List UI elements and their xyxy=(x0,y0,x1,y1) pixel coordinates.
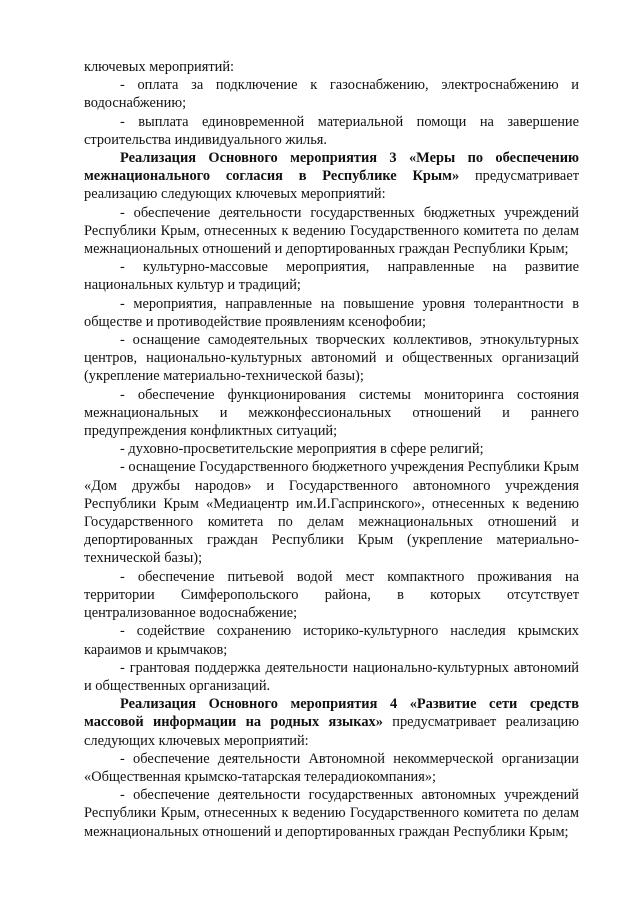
bullet-9 xyxy=(84,440,579,458)
bullet-text: - обеспечение питьевой водой мест компактного проживания на территории Симферопольского района, в которых отсутствует централизованное водоснабжение; xyxy=(84,568,579,622)
bullet-8 xyxy=(84,386,579,441)
bullet-text: - оплата за подключение к газоснабжению, электроснабжению и водоснабжению; xyxy=(84,77,579,112)
bullet-7 xyxy=(84,331,579,386)
bullet-1 xyxy=(84,76,579,112)
bullet-text: - духовно-просветительские мероприятия в сфере религий; xyxy=(120,441,484,458)
bullet-4 xyxy=(84,204,579,259)
bullet-text: - обеспечение деятельности государственных автономных учреждений Республики Крым, отнесенных к ведению Государственного комитета по делам межнациональных отношений и депортированных граждан Республики Крым; xyxy=(84,787,579,840)
paragraph-text: ключевых мероприятий: xyxy=(84,59,235,75)
bullet-text: - культурно-массовые мероприятия, направленные на развитие национальных культур и традиций; xyxy=(84,259,579,294)
bold-heading: Реализация Основного мероприятия 4 «Развитие сети средств массовой информации на родных языках» xyxy=(84,696,579,731)
paragraph-14 xyxy=(84,695,579,750)
bullet-text: - грантовая поддержка деятельности национально-культурных автономий и общественных организаций. xyxy=(84,659,579,694)
paragraph-0 xyxy=(84,58,579,76)
bullet-6 xyxy=(84,295,579,331)
bullet-16 xyxy=(84,786,579,841)
bullet-text: - оснащение Государственного бюджетного учреждения Республики Крым «Дом дружбы народов» и Государственного автономного учреждения Республики Крым «Медиацентр им.И.Гаспринского», отнесенных к ведению Государственного комитета по делам межнациональных отношений и депортированных граждан Республики Крым (укрепление материально-технической базы); xyxy=(84,459,579,567)
document-page xyxy=(84,58,579,841)
bullet-text: - выплата единовременной материальной помощи на завершение строительства индивидуального жилья. xyxy=(84,113,579,148)
bullet-10 xyxy=(84,458,579,567)
bullet-13 xyxy=(84,659,579,695)
bullet-text: - обеспечение функционирования системы мониторинга состояния межнациональных и межконфессиональных отношений и раннего предупреждения конфликтных ситуаций; xyxy=(84,386,579,440)
bullet-5 xyxy=(84,258,579,294)
bullet-11 xyxy=(84,568,579,623)
bullet-text: - содействие сохранению историко-культурного наследия крымских караимов и крымчаков; xyxy=(84,623,579,658)
bullet-12 xyxy=(84,622,579,658)
bullet-text: - обеспечение деятельности Автономной некоммерческой организации «Общественная крымско-татарская телерадиокомпания»; xyxy=(84,750,579,785)
bullet-text: - мероприятия, направленные на повышение уровня толерантности в обществе и противодействие проявлениям ксенофобии; xyxy=(84,295,579,330)
bullet-2 xyxy=(84,113,579,149)
bullet-text: - обеспечение деятельности государственных бюджетных учреждений Республики Крым, отнесенных к ведению Государственного комитета по делам межнациональных отношений и депортированных граждан Республики Крым; xyxy=(84,204,579,258)
paragraph-3 xyxy=(84,149,579,204)
bullet-15 xyxy=(84,750,579,786)
bold-heading: Реализация Основного мероприятия 3 «Меры по обеспечению межнационального согласия в Республике Крым» xyxy=(84,150,579,185)
bullet-text: - оснащение самодеятельных творческих коллективов, этнокультурных центров, национально-культурных автономий и общественных организаций (укрепление материально-технической базы); xyxy=(84,332,579,385)
paragraph-text: предусматривает реализацию следующих ключевых мероприятий: xyxy=(84,714,579,749)
paragraph-text: предусматривает реализацию следующих ключевых мероприятий: xyxy=(84,168,579,203)
